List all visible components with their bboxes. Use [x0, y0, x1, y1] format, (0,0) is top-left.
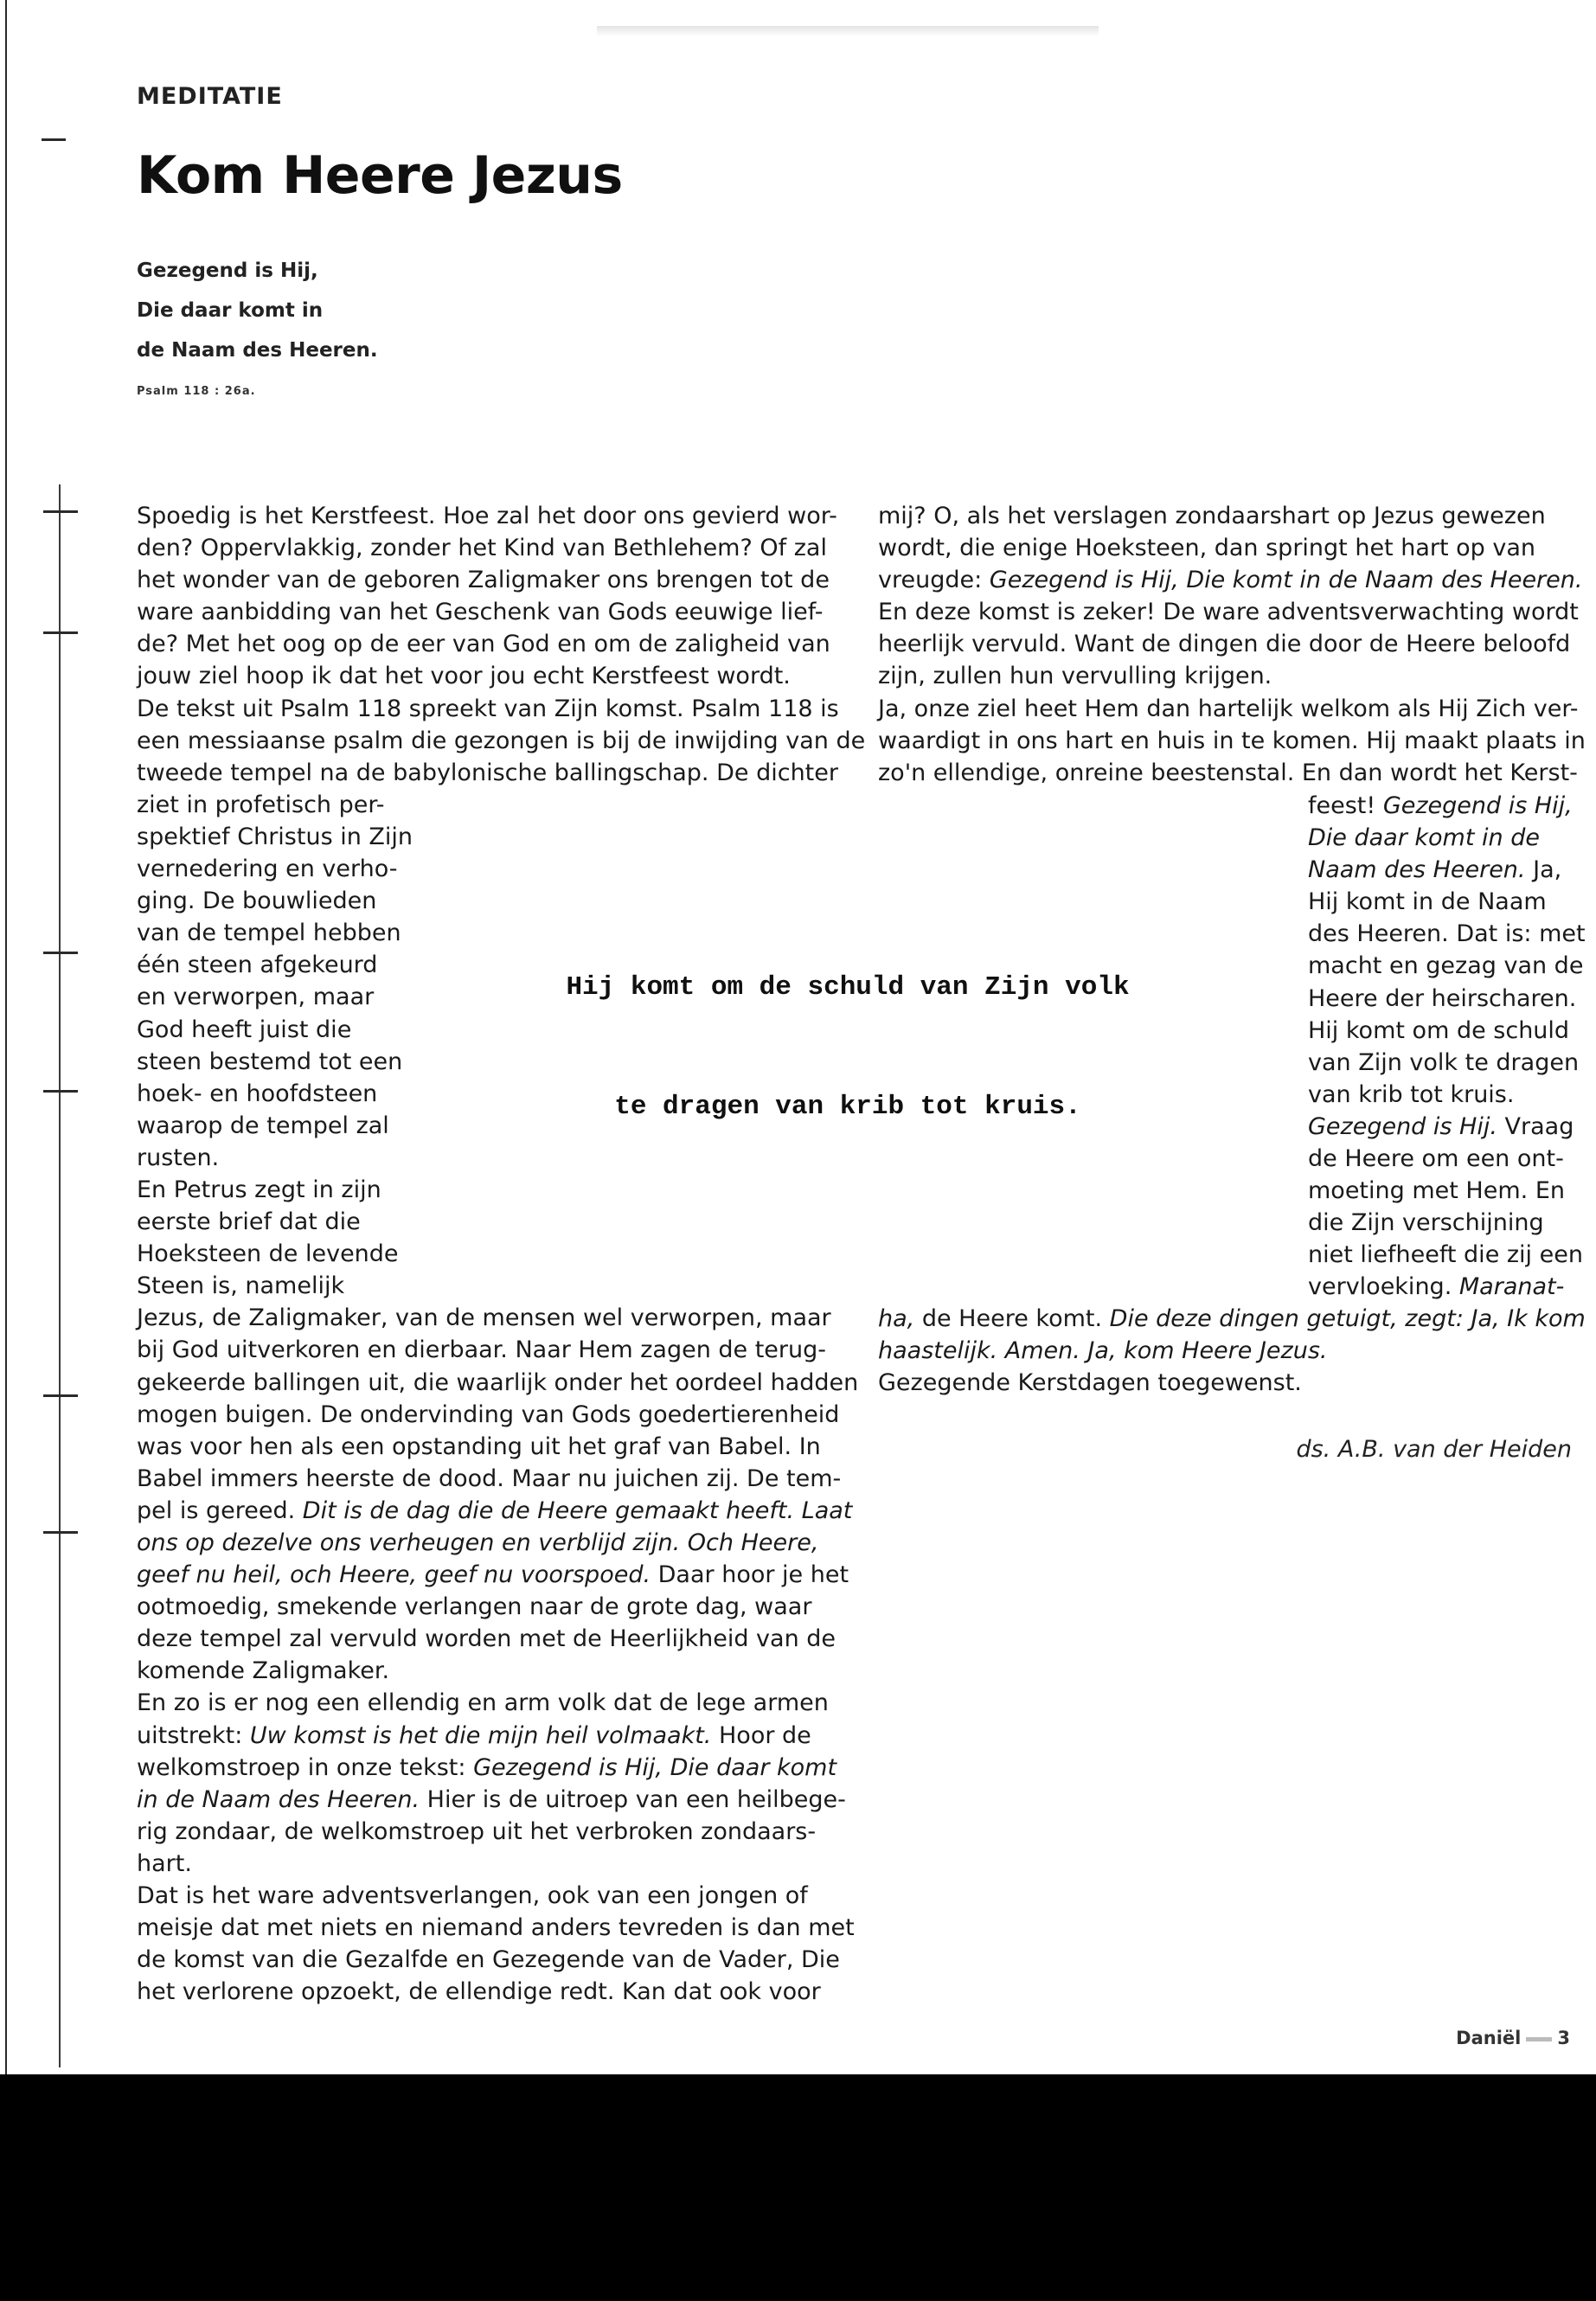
page-number: 3	[1557, 2028, 1570, 2048]
text-line	[1308, 790, 1576, 822]
text-line: Dat is het ware adventsverlangen, ook van een jongen of	[137, 1882, 808, 1910]
text-line: Babel immers heerste de dood. Maar nu juichen zij. De tem-	[137, 1465, 842, 1492]
text-line: Gezegende Kerstdagen toegewenst.	[878, 1369, 1302, 1397]
text-line: den? Oppervlakkig, zonder het Kind van Bethlehem? Of zal	[137, 535, 827, 562]
text-line: mogen buigen. De ondervinding van Gods goedertierenheid	[137, 1400, 840, 1428]
text-line: zijn, zullen hun vervulling krijgen.	[878, 663, 1272, 690]
verse-reference: Psalm 118 : 26a.	[137, 385, 256, 398]
text-run: Hier is de uitroep van een heilbege-	[426, 1785, 846, 1813]
text-line	[137, 1559, 849, 1591]
text-line: van de tempel hebben	[137, 920, 401, 947]
text-line: zo'n ellendige, onreine beestenstal. En dan wordt het Kerst-	[878, 759, 1578, 786]
text-line: die Zijn verschijning	[1308, 1209, 1544, 1237]
text-line: gekeerde ballingen uit, die waarlijk onder het oordeel hadden	[137, 1368, 859, 1396]
text-line: wordt, die enige Hoeksteen, dan springt het hart op van	[878, 535, 1536, 562]
scripture-quote: Maranat-	[1458, 1273, 1565, 1301]
text-line: komende Zaligmaker.	[137, 1657, 390, 1685]
text-run: pel is gereed.	[137, 1497, 296, 1524]
text-line	[137, 1495, 853, 1527]
text-line: bij God uitverkoren en dierbaar. Naar Hem zagen de terug-	[137, 1336, 827, 1364]
text-line: deze tempel zal vervuld worden met de Heerlijkheid van de	[137, 1625, 836, 1653]
page-footer	[1456, 2028, 1570, 2048]
verse-line: Die daar komt in	[137, 299, 324, 322]
text-line: en verworpen, maar	[137, 984, 375, 1011]
text-line: steen bestemd tot een	[137, 1048, 403, 1075]
text-line: de? Met het oog op de eer van God en om de zaligheid van	[137, 631, 830, 658]
text-line: tweede tempel na de babylonische ballingschap. De dichter	[137, 759, 838, 786]
text-line	[878, 1303, 1586, 1335]
text-line	[1308, 854, 1576, 886]
text-line: waardigt in ons hart en huis in te komen. Hij maakt plaats in	[878, 727, 1586, 754]
text-run: Daar hoor je het	[657, 1561, 849, 1589]
text-run: Vraag	[1504, 1112, 1574, 1140]
scripture-quote: Gezegend is Hij,	[1382, 792, 1573, 819]
author-signature: ds. A.B. van der Heiden	[1296, 1436, 1572, 1463]
text-line: Spoedig is het Kerstfeest. Hoe zal het door ons gevierd wor-	[137, 503, 837, 529]
text-run: Ja,	[1533, 856, 1562, 884]
scripture-quote: Naam des Heeren.	[1308, 856, 1526, 884]
text-run: vervloeking.	[1308, 1273, 1452, 1301]
text-line: een messiaanse psalm die gezongen is bij de inwijding van de	[137, 727, 866, 754]
text-line	[1308, 1111, 1576, 1143]
text-line: moeting met Hem. En	[1308, 1177, 1565, 1205]
right-column-bottom	[878, 1303, 1586, 1399]
scan-mark	[43, 1090, 78, 1093]
text-line: ging. De bouwlieden	[137, 888, 377, 915]
text-line: waarop de tempel zal	[137, 1112, 389, 1139]
scripture-quote: ha,	[878, 1305, 915, 1332]
text-line	[137, 1784, 846, 1816]
scan-mark	[42, 138, 66, 141]
text-line: één steen afgekeurd	[137, 952, 378, 979]
text-line	[137, 1752, 846, 1784]
scripture-quote: Uw komst is het die mijn heil volmaakt.	[249, 1721, 712, 1749]
article-title: Kom Heere Jezus	[137, 145, 623, 206]
text-line: van krib tot kruis.	[1308, 1080, 1515, 1108]
scan-mark	[43, 952, 78, 954]
scan-mark	[43, 1394, 78, 1397]
text-line: Heere der heirscharen.	[1308, 984, 1577, 1012]
text-line: Steen is, namelijk	[137, 1272, 345, 1300]
text-line: En deze komst is zeker! De ware adventsverwachting wordt	[878, 599, 1579, 626]
scan-mark	[43, 1531, 78, 1534]
pullquote-line: Hij komt om de schuld van Zijn volk	[566, 972, 1130, 1003]
text-line: het verlorene opzoekt, de ellendige redt. Kan dat ook voor	[137, 1978, 821, 2006]
text-line: mij? O, als het verslagen zondaarshart op Jezus gewezen	[878, 503, 1546, 529]
text-line: niet liefheeft die zij een	[1308, 1241, 1583, 1269]
verse-line: Gezegend is Hij,	[137, 260, 318, 282]
scripture-quote: Gezegend is Hij, Die komt in de Naam des Heeren.	[989, 567, 1583, 594]
text-line: En zo is er nog een ellendig en arm volk dat de lege armen	[137, 1689, 829, 1717]
scripture-quote: Die daar komt in de	[1308, 824, 1540, 852]
right-column-top	[878, 500, 1586, 789]
verse-block	[137, 251, 378, 370]
text-line: God heeft juist die	[137, 1016, 352, 1043]
scripture-quote: Dit is de dag die de Heere gemaakt heeft. Laat	[302, 1497, 853, 1524]
text-line: rig zondaar, de welkomstroep uit het verbroken zondaars-	[137, 1817, 817, 1845]
text-line: de komst van die Gezalfde en Gezegende van de Vader, Die	[137, 1946, 840, 1974]
text-run: feest!	[1308, 792, 1376, 819]
text-line: En Petrus zegt in zijn	[137, 1176, 381, 1203]
text-line: jouw ziel hoop ik dat het voor jou echt Kerstfeest wordt.	[137, 663, 791, 690]
text-line: het wonder van de geboren Zaligmaker ons brengen tot de	[137, 567, 830, 594]
scripture-quote: Gezegend is Hij, Die daar komt	[473, 1753, 837, 1781]
pullquote-line: te dragen van krib tot kruis.	[614, 1092, 1081, 1122]
text-run: vreugde:	[878, 567, 983, 594]
text-line: was voor hen als een opstanding uit het graf van Babel. In	[137, 1433, 821, 1460]
text-line: vernedering en verho-	[137, 856, 398, 883]
text-line	[137, 1720, 846, 1752]
text-line: Hij komt om de schuld	[1308, 1016, 1570, 1044]
footer-divider	[1526, 2037, 1552, 2041]
scripture-quote: Die deze dingen getuigt, zegt: Ja, Ik kom	[1109, 1305, 1586, 1332]
text-line: heerlijk vervuld. Want de dingen die door de Heere beloofd	[878, 631, 1571, 658]
text-line: hart.	[137, 1849, 192, 1877]
section-label: MEDITATIE	[137, 83, 283, 110]
text-line: Hij komt in de Naam	[1308, 888, 1547, 916]
text-line: ootmoedig, smekende verlangen naar de grote dag, waar	[137, 1593, 812, 1621]
text-line: Jezus, de Zaligmaker, van de mensen wel verworpen, maar	[137, 1304, 831, 1332]
text-line: Ja, onze ziel heet Hem dan hartelijk welkom als Hij Zich ver-	[878, 695, 1579, 722]
text-run: de Heere komt.	[921, 1305, 1103, 1332]
text-run: uitstrekt:	[137, 1721, 243, 1749]
text-line: hoek- en hoofdsteen	[137, 1080, 378, 1107]
text-line: de Heere om een ont-	[1308, 1145, 1564, 1173]
scan-mark	[43, 510, 78, 513]
scripture-quote: geef nu heil, och Heere, geef nu voorspoed.	[137, 1561, 651, 1589]
text-line: eerste brief dat die	[137, 1208, 361, 1236]
right-column-narrow	[1308, 790, 1586, 1304]
text-line: van Zijn volk te dragen	[1308, 1048, 1580, 1076]
text-run: welkomstroep in onze tekst:	[137, 1753, 466, 1781]
scan-shadow	[597, 26, 1099, 36]
text-line: ziet in profetisch per-	[137, 791, 385, 818]
text-line: rusten.	[137, 1144, 220, 1171]
verse-line: de Naam des Heeren.	[137, 339, 378, 362]
scan-edge-line	[5, 0, 7, 2076]
scripture-quote: in de Naam des Heeren.	[137, 1785, 420, 1813]
scripture-quote: Gezegend is Hij.	[1308, 1112, 1497, 1140]
text-line: des Heeren. Dat is: met	[1308, 920, 1586, 948]
magazine-name: Daniël	[1456, 2028, 1522, 2048]
text-line: De tekst uit Psalm 118 spreekt van Zijn komst. Psalm 118 is	[137, 695, 839, 722]
scripture-quote: haastelijk. Amen. Ja, kom Heere Jezus.	[878, 1337, 1328, 1365]
scan-border	[0, 2074, 1596, 2301]
scripture-quote: ons op dezelve ons verheugen en verblijd zijn. Och Heere,	[137, 1529, 819, 1556]
text-run: Hoor de	[719, 1721, 811, 1749]
scan-mark	[43, 631, 78, 634]
text-line: meisje dat met niets en niemand anders tevreden is dan met	[137, 1914, 855, 1942]
text-line: Hoeksteen de levende	[137, 1240, 399, 1268]
text-line: spektief Christus in Zijn	[137, 823, 413, 850]
text-line: macht en gezag van de	[1308, 952, 1584, 980]
text-line	[1308, 1271, 1576, 1303]
text-line	[878, 564, 1583, 596]
text-line: ware aanbidding van het Geschenk van Gods eeuwige lief-	[137, 599, 824, 626]
scan-margin-line	[59, 484, 61, 2067]
